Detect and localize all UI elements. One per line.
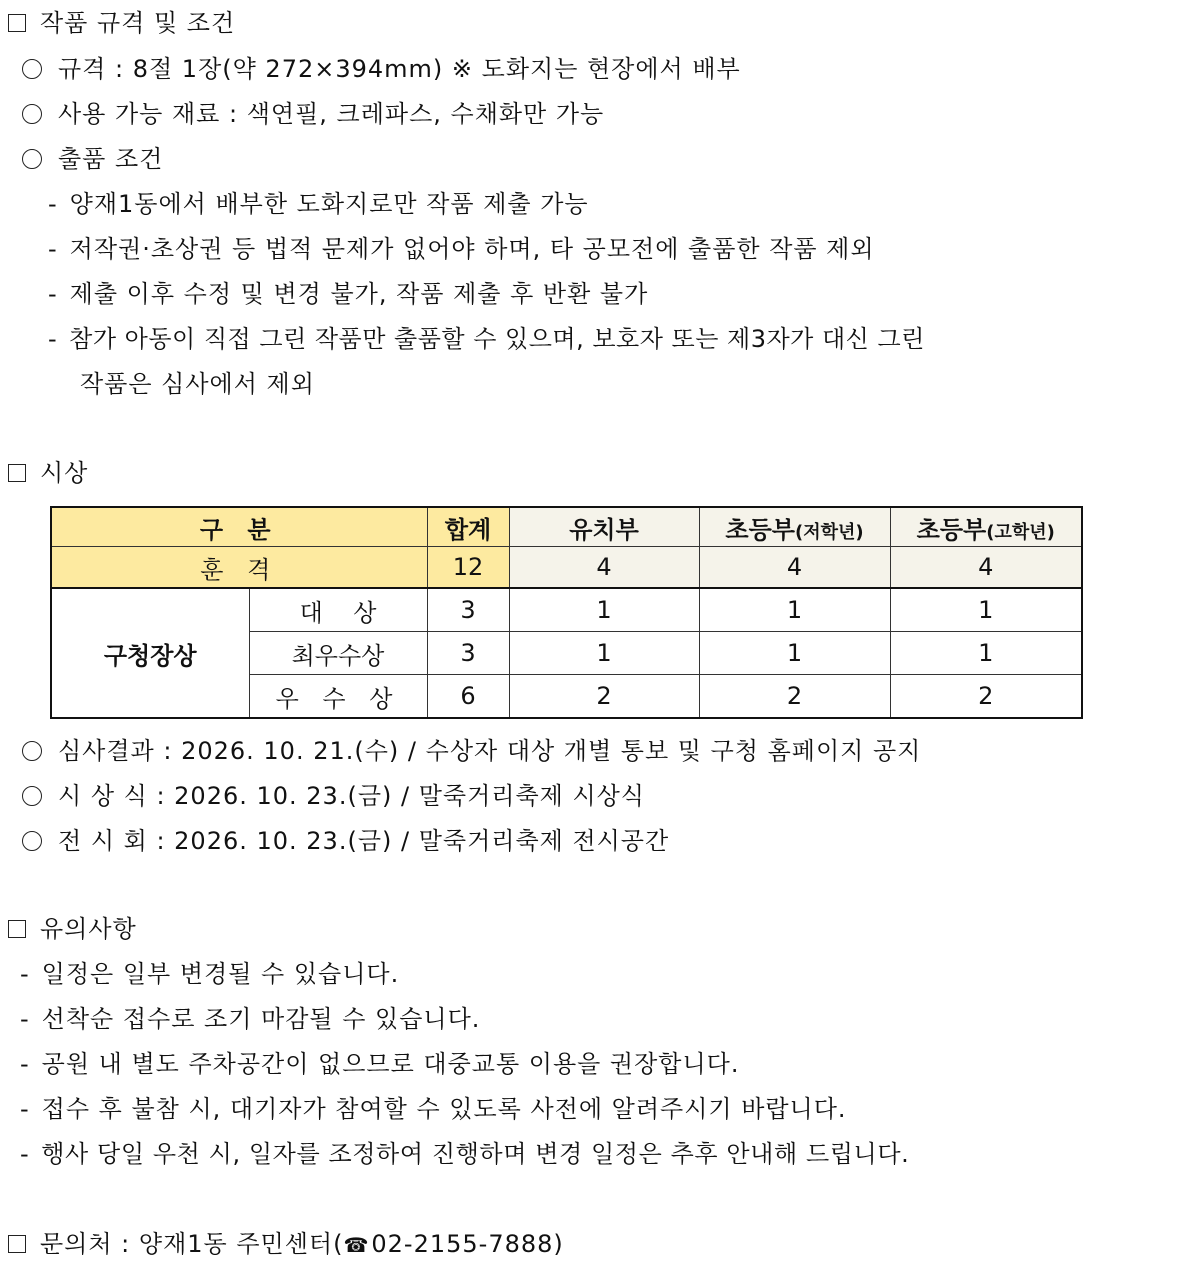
header-total: 합계 <box>427 507 509 547</box>
condition-item: - 참가 아동이 직접 그린 작품만 출품할 수 있으며, 보호자 또는 제3자가 대신 그린 <box>48 325 925 353</box>
header-elem-low: 초등부(저학년) <box>699 507 890 547</box>
quota-row <box>51 547 1082 589</box>
checkbox-square-icon <box>8 14 26 32</box>
dash-bullet-icon: - <box>20 1140 30 1168</box>
note-item: - 일정은 일부 변경될 수 있습니다. <box>20 960 400 988</box>
award-elem-low: 1 <box>699 632 890 675</box>
award-total: 3 <box>427 588 509 632</box>
phone-icon: ☎ <box>343 1233 370 1257</box>
quota-kindergarten: 4 <box>509 547 699 589</box>
condition-item: - 양재1동에서 배부한 도화지로만 작품 제출 가능 <box>48 190 589 218</box>
award-elem-high: 1 <box>890 632 1082 675</box>
materials-line: 사용 가능 재료 : 색연필, 크레파스, 수채화만 가능 <box>22 99 604 129</box>
award-elem-high: 2 <box>890 675 1082 719</box>
award-table <box>50 506 1083 719</box>
quota-elem-high: 4 <box>890 547 1082 589</box>
dash-bullet-icon: - <box>20 960 30 988</box>
award-total: 3 <box>427 632 509 675</box>
condition-item: - 저작권·초상권 등 법적 문제가 없어야 하며, 타 공모전에 출품한 작품 제외 <box>48 235 875 263</box>
checkbox-square-icon <box>8 1235 26 1253</box>
note-item: - 접수 후 불참 시, 대기자가 참여할 수 있도록 사전에 알려주시기 바랍니다. <box>20 1095 847 1123</box>
header-kindergarten: 유치부 <box>509 507 699 547</box>
note-item: - 행사 당일 우천 시, 일자를 조정하여 진행하며 변경 일정은 추후 안내해 드립니다. <box>20 1140 910 1168</box>
quota-elem-low: 4 <box>699 547 890 589</box>
table-row <box>51 588 1082 632</box>
section-title-award: 시상 <box>8 458 88 488</box>
section-title-notes: 유의사항 <box>8 914 137 944</box>
award-elem-low: 1 <box>699 588 890 632</box>
circle-bullet-icon <box>22 786 42 806</box>
award-kindergarten: 2 <box>509 675 699 719</box>
award-label: 우 수 상 <box>249 675 427 719</box>
checkbox-square-icon <box>8 920 26 938</box>
schedule-item: 심사결과 : 2026. 10. 21.(수) / 수상자 대상 개별 통보 및 구청 홈페이지 공지 <box>22 736 921 766</box>
table-header-row <box>51 507 1082 547</box>
quota-total: 12 <box>427 547 509 589</box>
conditions-title: 출품 조건 <box>22 144 163 174</box>
condition-continuation: 작품은 심사에서 제외 <box>80 370 315 398</box>
spec-line: 규격 : 8절 1장(약 272×394mm) ※ 도화지는 현장에서 배부 <box>22 54 741 84</box>
award-elem-high: 1 <box>890 588 1082 632</box>
header-elem-high: 초등부(고학년) <box>890 507 1082 547</box>
note-item: - 선착순 접수로 조기 마감될 수 있습니다. <box>20 1005 481 1033</box>
dash-bullet-icon: - <box>48 325 58 353</box>
dash-bullet-icon: - <box>20 1005 30 1033</box>
note-item: - 공원 내 별도 주차공간이 없으므로 대중교통 이용을 권장합니다. <box>20 1050 740 1078</box>
dash-bullet-icon: - <box>20 1050 30 1078</box>
quota-label: 훈 격 <box>51 547 427 589</box>
award-elem-low: 2 <box>699 675 890 719</box>
circle-bullet-icon <box>22 104 42 124</box>
award-kindergarten: 1 <box>509 632 699 675</box>
dash-bullet-icon: - <box>48 280 58 308</box>
section-contact: 문의처 : 양재1동 주민센터(☎02-2155-7888) <box>8 1229 564 1260</box>
dash-bullet-icon: - <box>48 190 58 218</box>
award-kindergarten: 1 <box>509 588 699 632</box>
checkbox-square-icon <box>8 464 26 482</box>
award-label: 대 상 <box>249 588 427 632</box>
circle-bullet-icon <box>22 149 42 169</box>
schedule-item: 전 시 회 : 2026. 10. 23.(금) / 말죽거리축제 전시공간 <box>22 826 669 856</box>
condition-item: - 제출 이후 수정 및 변경 불가, 작품 제출 후 반환 불가 <box>48 280 649 308</box>
header-category: 구 분 <box>51 507 427 547</box>
group-label: 구청장상 <box>51 588 249 718</box>
contact-phone: 02-2155-7888 <box>371 1230 554 1258</box>
section-title-spec: 작품 규격 및 조건 <box>8 8 235 38</box>
award-total: 6 <box>427 675 509 719</box>
circle-bullet-icon <box>22 59 42 79</box>
circle-bullet-icon <box>22 741 42 761</box>
schedule-item: 시 상 식 : 2026. 10. 23.(금) / 말죽거리축제 시상식 <box>22 781 645 811</box>
dash-bullet-icon: - <box>48 235 58 263</box>
circle-bullet-icon <box>22 831 42 851</box>
award-label: 최우수상 <box>249 632 427 675</box>
dash-bullet-icon: - <box>20 1095 30 1123</box>
